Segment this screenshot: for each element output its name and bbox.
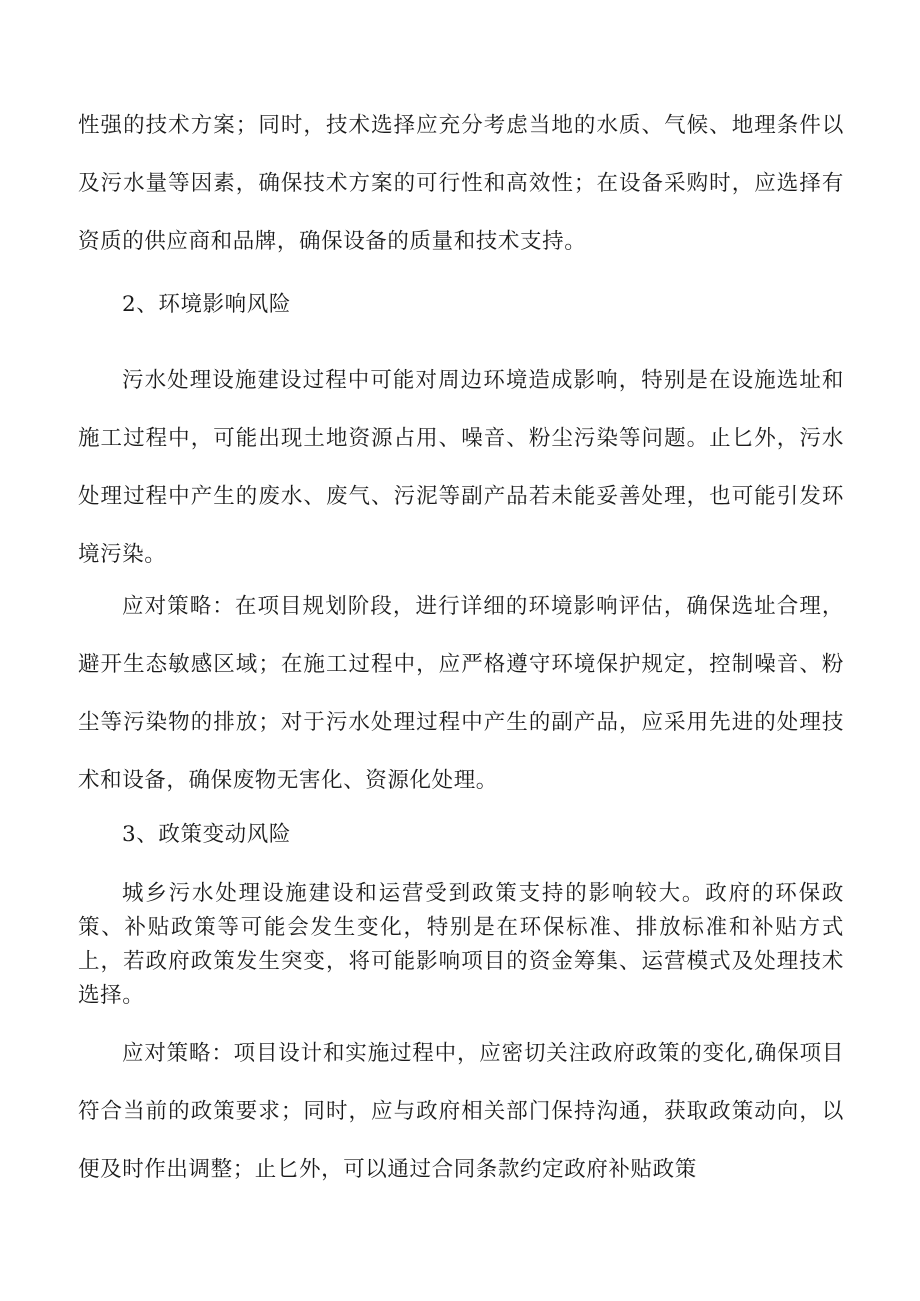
heading-policy-risk: 3、政策变动风险 [122, 822, 291, 847]
paragraph-policy-risk: 城乡污水处理设施建设和运营受到政策支持的影响较大。政府的环保政策、补贴政策等可能会发生变化，特别是在环保标准、排放标准和补贴方式上，若政府政策发生突变，将可能影响项目的资金筹集、运营模式及处理技术选择。 [78, 881, 844, 1008]
paragraph-environmental-risk: 污水处理设施建设过程中可能对周边环境造成影响，特别是在设施选址和施工过程中，可能出现土地资源占用、噪音、粉尘污染等问题。止匕外，污水处理过程中产生的废水、废气、污泥等副产品若未能妥善处理，也可能引发环境污染。 [78, 368, 844, 567]
paragraph-policy-strategy: 应对策略：项目设计和实施过程中，应密切关注政府政策的变化,确保项目符合当前的政策要求；同时，应与政府相关部门保持沟通，获取政策动向，以便及时作出调整；止匕外，可以通过合同条款约定政府补贴政策 [78, 1041, 844, 1182]
heading-environmental-risk: 2、环境影响风险 [122, 292, 291, 317]
paragraph-technical-plan-continuation: 性强的技术方案；同时，技术选择应充分考虑当地的水质、气候、地理条件以及污水量等因素，确保技术方案的可行性和高效性；在设备采购时，应选择有资质的供应商和品牌，确保设备的质量和技术支持。 [78, 113, 844, 254]
paragraph-environmental-strategy: 应对策略：在项目规划阶段，进行详细的环境影响评估，确保选址合理，避开生态敏感区域；在施工过程中，应严格遵守环境保护规定，控制噪音、粉尘等污染物的排放；对于污水处理过程中产生的副产品，应采用先进的处理技术和设备，确保废物无害化、资源化处理。 [78, 594, 844, 793]
